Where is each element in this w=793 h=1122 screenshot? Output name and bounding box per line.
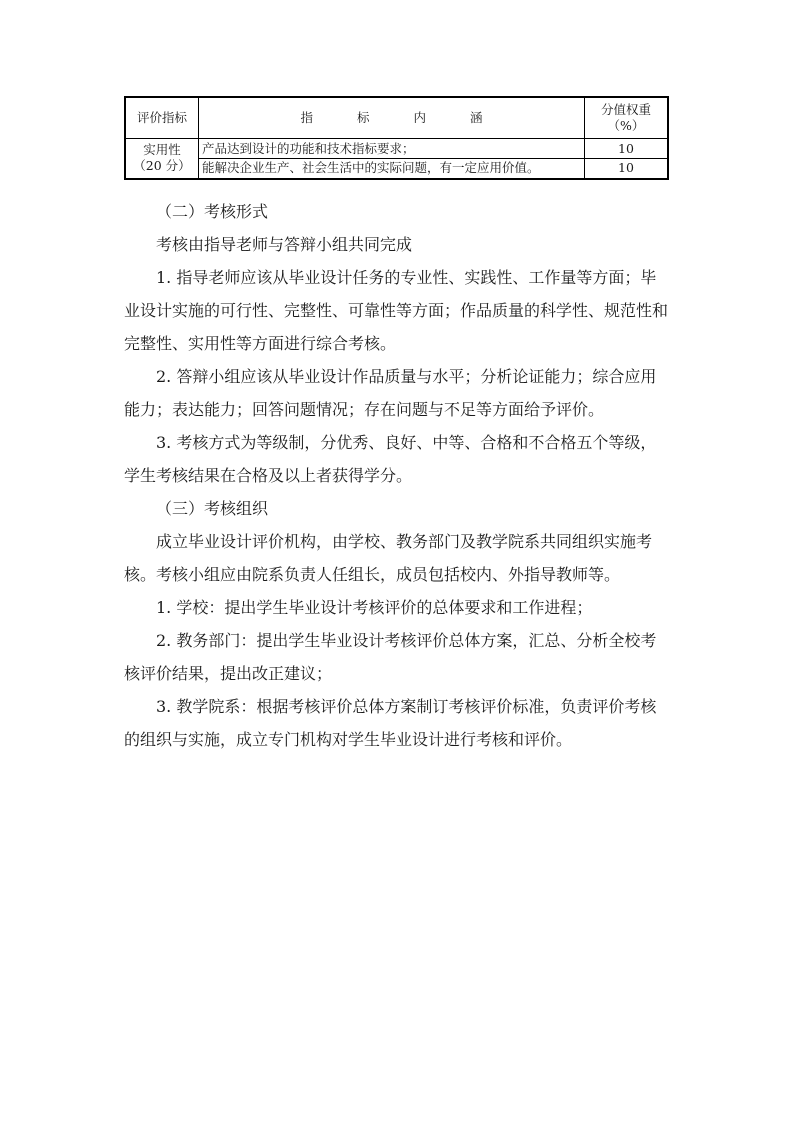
- section3-item: 3. 教学院系：根据考核评价总体方案制订考核评价标准，负责评价考核的组织与实施，成立专门机构对学生毕业设计进行考核和评价。: [124, 697, 657, 749]
- row-content: 能解决企业生产、社会生活中的实际问题，有一定应用价值。: [199, 159, 585, 179]
- header-content: [199, 97, 585, 139]
- row-content: 产品达到设计的功能和技术指标要求；: [199, 139, 585, 159]
- category-line1: 实用性: [143, 142, 181, 158]
- section2-heading: （二）考核形式: [156, 202, 269, 221]
- category-line2: （20 分）: [133, 158, 191, 174]
- header-indicator: 评价指标: [125, 97, 199, 139]
- row-score: 10: [585, 159, 669, 179]
- header-content-char: 指: [300, 110, 313, 125]
- header-content-char: 涵: [470, 110, 483, 125]
- section2-item: 1. 指导老师应该从毕业设计任务的专业性、实践性、工作量等方面；毕业设计实施的可行性、完整性、可靠性等方面；作品质量的科学性、规范性和完整性、实用性等方面进行综合考核。: [124, 268, 669, 353]
- evaluation-table: [124, 96, 669, 180]
- section3-heading: （三）考核组织: [156, 499, 269, 518]
- header-weight-line2: （%）: [607, 118, 645, 133]
- table-header-row: [125, 97, 668, 139]
- section3-item: 1. 学校：提出学生毕业设计考核评价的总体要求和工作进程；: [156, 598, 593, 617]
- header-content-char: 标: [356, 110, 370, 125]
- table-row: [125, 139, 668, 159]
- section3-item: 2. 教务部门：提出学生毕业设计考核评价总体方案，汇总、分析全校考核评价结果，提出改正建议；: [124, 631, 657, 683]
- header-content-char: 内: [413, 110, 427, 125]
- header-weight-line1: 分值权重: [600, 102, 651, 117]
- section2-intro: 考核由指导老师与答辩小组共同完成: [156, 235, 413, 254]
- section3-intro: 成立毕业设计评价机构，由学校、教务部门及教学院系共同组织实施考核。考核小组应由院系负责人任组长，成员包括校内、外指导教师等。: [124, 532, 653, 584]
- table-row: [125, 159, 668, 179]
- section2-item: 2. 答辩小组应该从毕业设计作品质量与水平；分析论证能力；综合应用能力；表达能力；回答问题情况；存在问题与不足等方面给予评价。: [124, 367, 657, 419]
- section2-item: 3. 考核方式为等级制，分优秀、良好、中等、合格和不合格五个等级，学生考核结果在合格及以上者获得学分。: [124, 433, 657, 485]
- category-cell: [125, 139, 199, 179]
- header-weight: [585, 97, 669, 139]
- row-score: 10: [585, 139, 669, 159]
